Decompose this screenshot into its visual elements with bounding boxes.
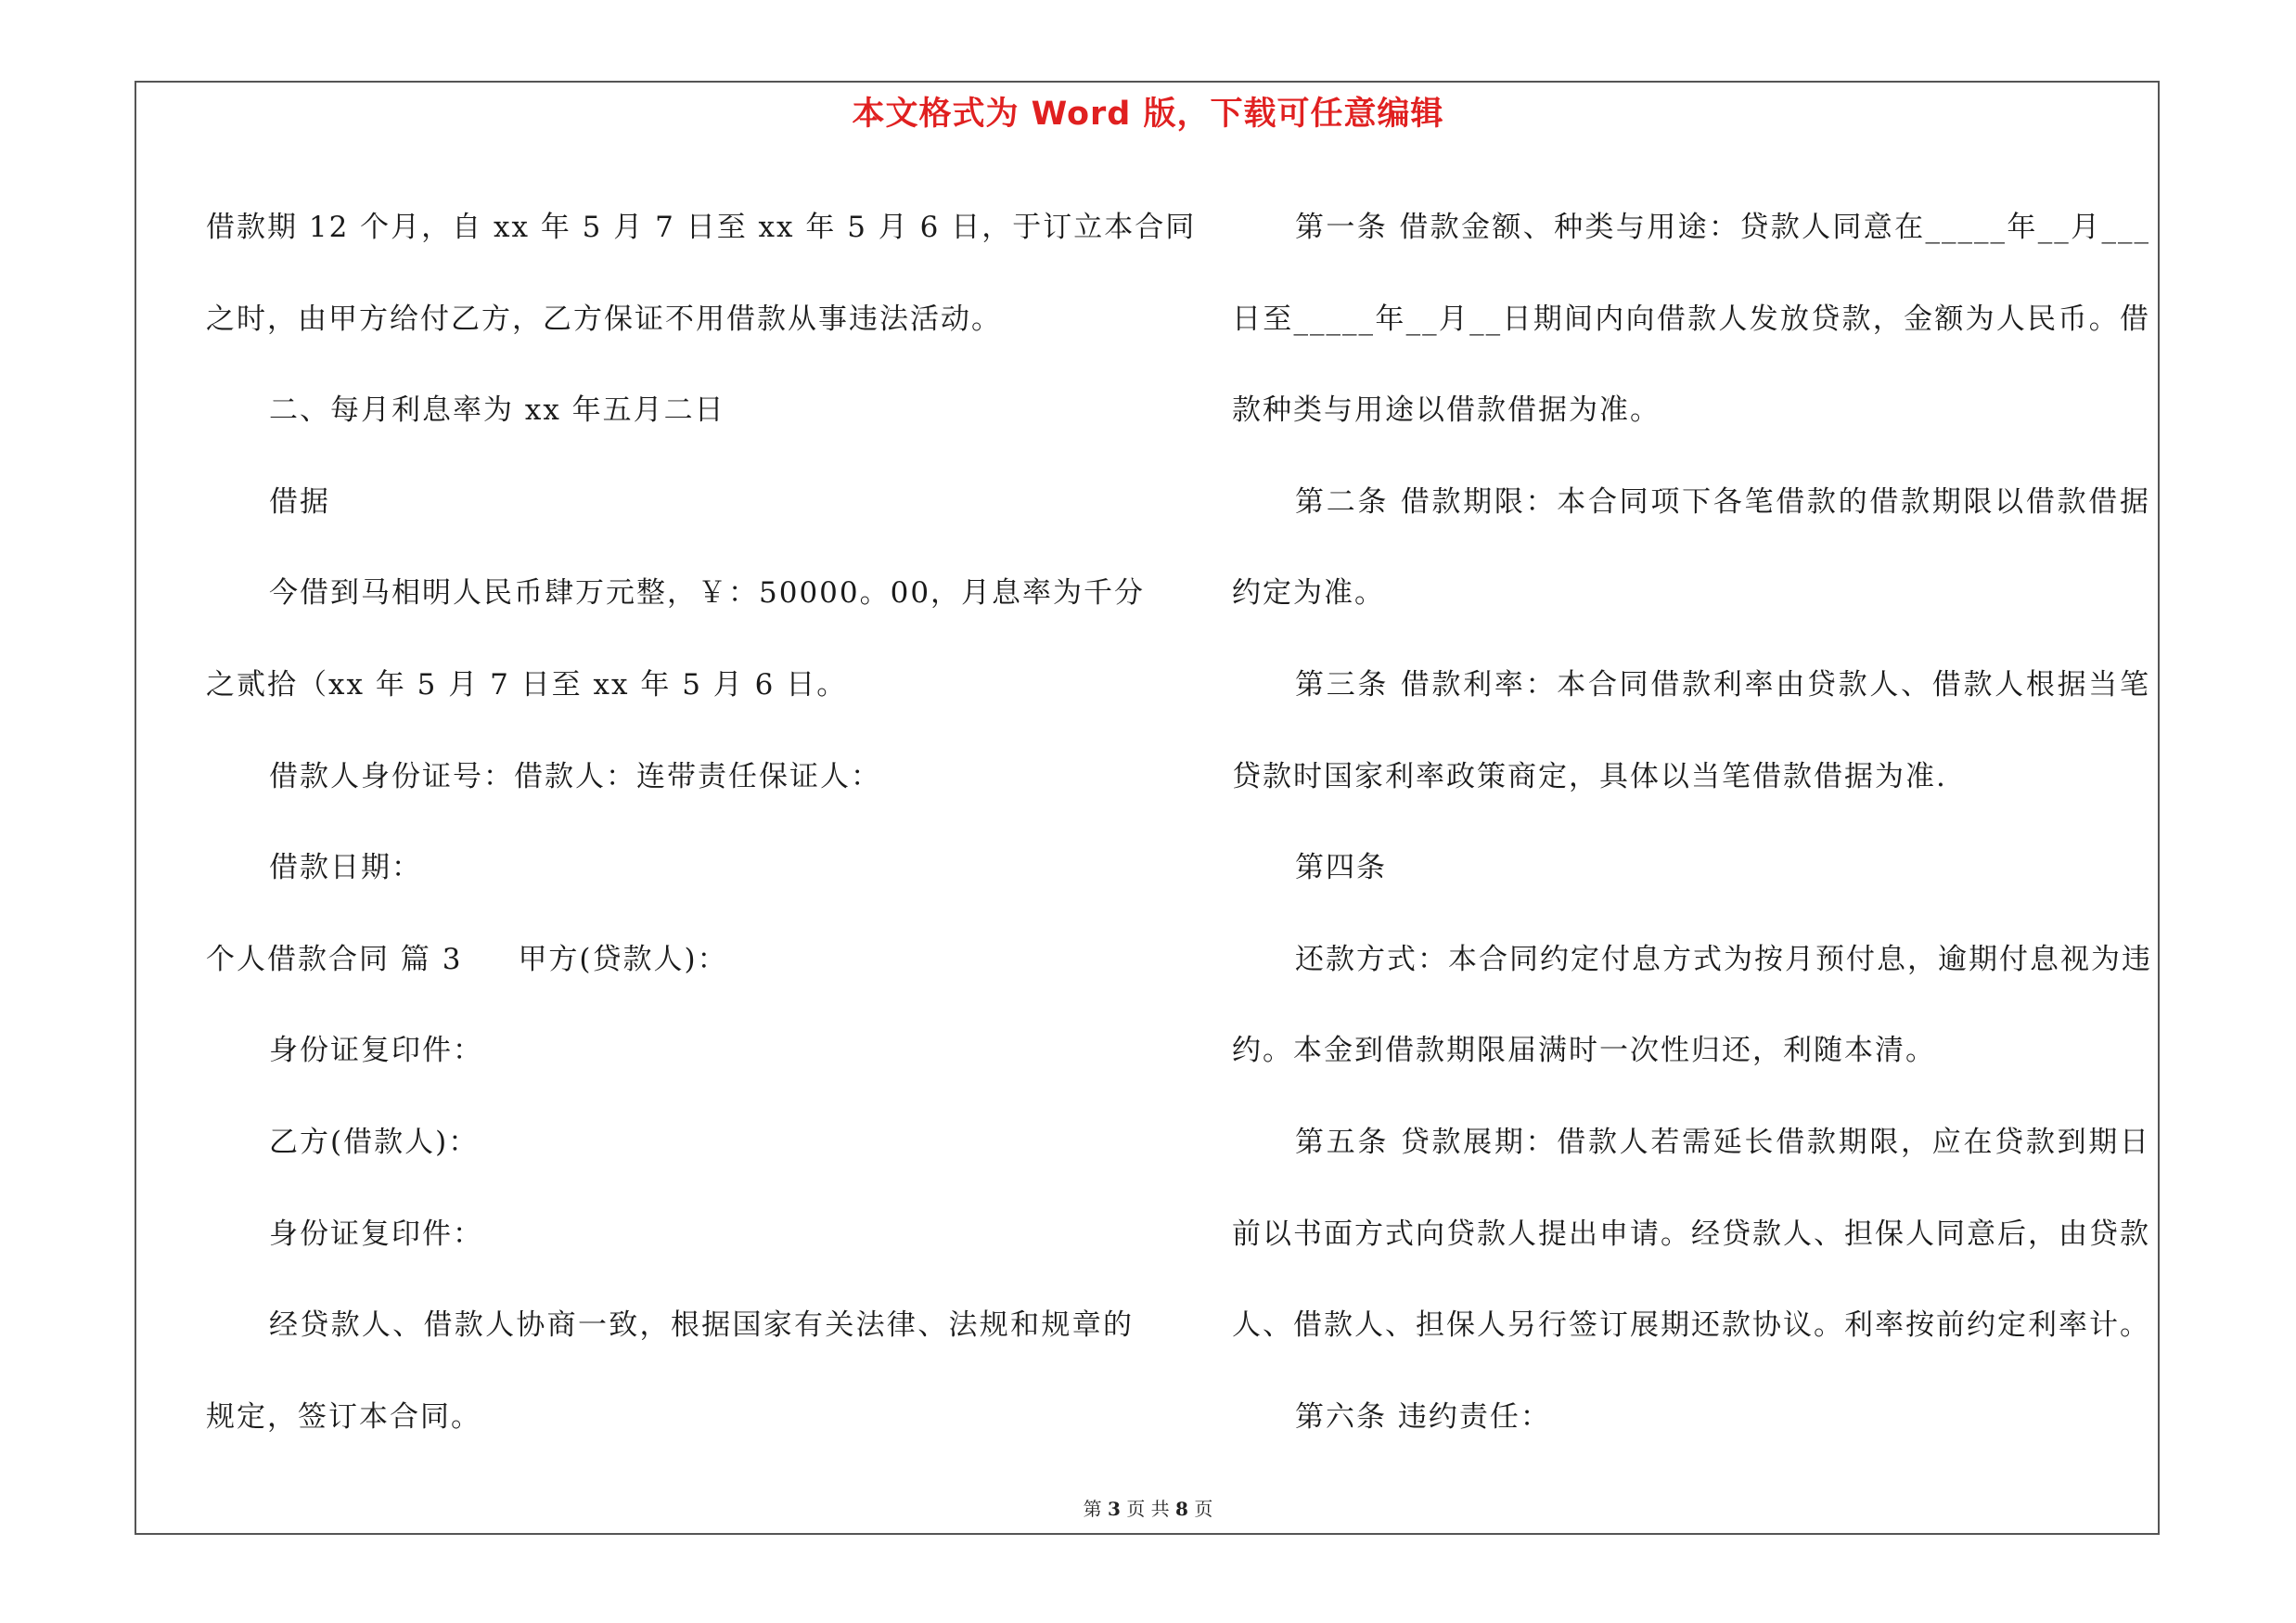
paragraph-line: 经贷款人、借款人协商一致，根据国家有关法律、法规和规章的	[269, 1308, 1134, 1343]
article-line: 第五条 贷款展期：借款人若需延长借款期限，应在贷款到期日	[1295, 1125, 2150, 1159]
paragraph-line: 规定，签订本合同。	[206, 1399, 481, 1434]
paragraph-line: 身份证复印件：	[269, 1034, 483, 1068]
party-a-label: 甲方(贷款人)：	[518, 942, 728, 976]
article-line: 约。本金到借款期限届满时一次性归还，利随本清。	[1232, 1034, 1936, 1068]
section-heading: 二、每月利息率为 xx 年五月二日	[269, 393, 725, 428]
paragraph-line: 借款日期：	[269, 851, 422, 885]
contract-title: 个人借款合同 篇 3	[206, 942, 463, 976]
paragraph-line: 借款人身份证号：借款人：连带责任保证人：	[269, 759, 881, 793]
current-page-number: 3	[1108, 1498, 1121, 1520]
paragraph-line: 之时，由甲方给付乙方，乙方保证不用借款从事违法活动。	[206, 302, 1002, 336]
total-pages-number: 8	[1175, 1498, 1188, 1520]
paragraph-line: 今借到马相明人民币肆万元整，￥：50000。00，月息率为千分	[269, 576, 1146, 611]
article-line: 还款方式：本合同约定付息方式为按月预付息，逾期付息视为违	[1295, 942, 2152, 976]
paragraph-line: 乙方(借款人)：	[269, 1125, 480, 1159]
article-line: 第三条 借款利率：本合同借款利率由贷款人、借款人根据当笔	[1295, 667, 2150, 702]
format-notice-banner: 本文格式为 Word 版，下载可任意编辑	[852, 96, 1444, 133]
section-heading: 借据	[269, 484, 330, 519]
article-heading: 第四条	[1295, 851, 1387, 885]
page-number: 第 3 页 共 8 页	[1083, 1498, 1213, 1520]
article-line: 约定为准。	[1232, 576, 1385, 611]
paragraph-line: 之贰拾（xx 年 5 月 7 日至 xx 年 5 月 6 日。	[206, 667, 848, 702]
contract-title-line	[206, 914, 1134, 1006]
right-column	[1232, 182, 2150, 1462]
article-line: 贷款时国家利率政策商定，具体以当笔借款借据为准.	[1232, 759, 1947, 793]
article-line: 日至_____年__月__日期间内向借款人发放贷款，金额为人民币。借	[1232, 302, 2150, 336]
article-line: 人、借款人、担保人另行签订展期还款协议。利率按前约定利率计。	[1232, 1308, 2150, 1343]
article-line: 第二条 借款期限：本合同项下各笔借款的借款期限以借款借据	[1295, 484, 2150, 519]
paragraph-line: 借款期 12 个月，自 xx 年 5 月 7 日至 xx 年 5 月 6 日，于订立本合同	[206, 211, 1197, 244]
article-line: 款种类与用途以借款借据为准。	[1232, 393, 1661, 428]
paragraph-line: 身份证复印件：	[269, 1217, 483, 1251]
left-column	[206, 182, 1197, 1462]
article-line: 前以书面方式向贷款人提出申请。经贷款人、担保人同意后，由贷款	[1232, 1217, 2150, 1251]
article-line: 第六条 违约责任：	[1295, 1399, 1551, 1434]
article-line: 第一条 借款金额、种类与用途：贷款人同意在_____年__月___	[1295, 211, 2150, 244]
